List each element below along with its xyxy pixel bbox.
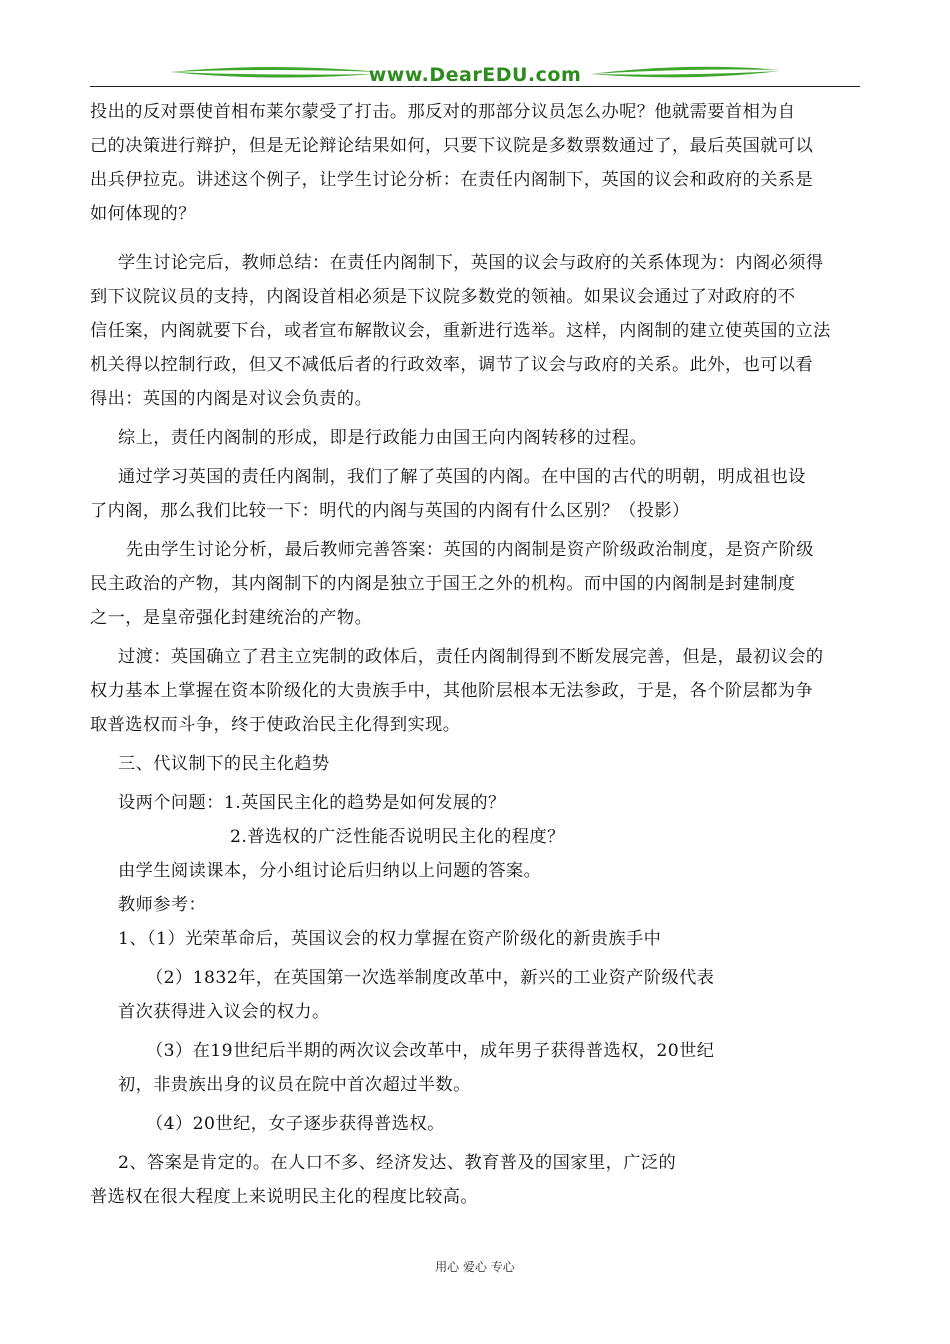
text-line: 过渡：英国确立了君主立宪制的政体后，责任内阁制得到不断发展完善，但是，最初议会的: [118, 647, 824, 667]
text-line: 之一，是皇帝强化封建统治的产物。: [90, 608, 373, 628]
text-line: 民主政治的产物，其内阁制下的内阁是独立于国王之外的机构。而中国的内阁制是封建制度: [90, 574, 796, 594]
text-line: 综上，责任内阁制的形成，即是行政能力由国王向内阁转移的过程。: [118, 428, 648, 448]
text-line: 机关得以控制行政，但又不减低后者的行政效率，调节了议会与政府的关系。此外，也可以看: [90, 355, 814, 375]
text-line: 1、（1）光荣革命后，英国议会的权力掌握在资产阶级化的新贵族手中: [118, 929, 662, 949]
text-line: 2.普选权的广泛性能否说明民主化的程度？: [230, 827, 565, 847]
site-name: www.DearEDU.com: [368, 64, 582, 86]
text-line: 教师参考：: [118, 895, 207, 915]
text-line: 信任案，内阁就要下台，或者宣布解散议会，重新进行选举。这样，内阁制的建立使英国的立法: [90, 321, 831, 341]
text-line: 设两个问题：1.英国民主化的趋势是如何发展的？: [118, 793, 506, 813]
text-line: 投出的反对票使首相布莱尔蒙受了打击。那反对的那部分议员怎么办呢？他就需要首相为自: [90, 102, 796, 122]
header-rule: [90, 86, 860, 87]
text-line: 通过学习英国的责任内阁制，我们了解了英国的内阁。在中国的古代的明朝，明成祖也设: [118, 467, 806, 487]
section-heading: 三、代议制下的民主化趋势: [118, 754, 330, 774]
text-line: 如何体现的？: [90, 204, 196, 224]
text-line: 由学生阅读课本，分小组讨论后归纳以上问题的答案。: [118, 861, 542, 881]
text-line: 到下议院议员的支持，内阁设首相必须是下议院多数党的领袖。如果议会通过了对政府的不: [90, 287, 796, 307]
text-line: （4）20世纪，女子逐步获得普选权。: [146, 1114, 445, 1134]
text-line: 2、答案是肯定的。在人口不多、经济发达、教育普及的国家里，广泛的: [118, 1153, 677, 1173]
text-line: （2）1832年，在英国第一次选举制度改革中，新兴的工业资产阶级代表: [146, 968, 715, 988]
text-line: 首次获得进入议会的权力。: [118, 1002, 330, 1022]
text-line: 取普选权而斗争，终于使政治民主化得到实现。: [90, 715, 461, 735]
text-line: 普选权在很大程度上来说明民主化的程度比较高。: [90, 1187, 479, 1207]
text-line: 出兵伊拉克。讲述这个例子，让学生讨论分析：在责任内阁制下，英国的议会和政府的关系是: [90, 170, 814, 190]
text-line: 学生讨论完后，教师总结：在责任内阁制下，英国的议会与政府的关系体现为：内阁必须得: [118, 253, 824, 273]
text-line: 先由学生讨论分析，最后教师完善答案：英国的内阁制是资产阶级政治制度，是资产阶级: [126, 540, 814, 560]
text-line: 初，非贵族出身的议员在院中首次超过半数。: [118, 1075, 471, 1095]
text-line: （3）在19世纪后半期的两次议会改革中，成年男子获得普选权，20世纪: [146, 1041, 715, 1061]
text-line: 权力基本上掌握在资本阶级化的大贵族手中，其他阶层根本无法参政，于是，各个阶层都为争: [90, 681, 814, 701]
text-line: 得出：英国的内阁是对议会负责的。: [90, 389, 373, 409]
text-line: 了内阁，那么我们比较一下：明代的内阁与英国的内阁有什么区别？（投影）: [90, 501, 690, 521]
page-footer: 用心 爱心 专心: [435, 1260, 515, 1274]
text-line: 己的决策进行辩护，但是无论辩论结果如何，只要下议院是多数票数通过了，最后英国就可以: [90, 136, 814, 156]
